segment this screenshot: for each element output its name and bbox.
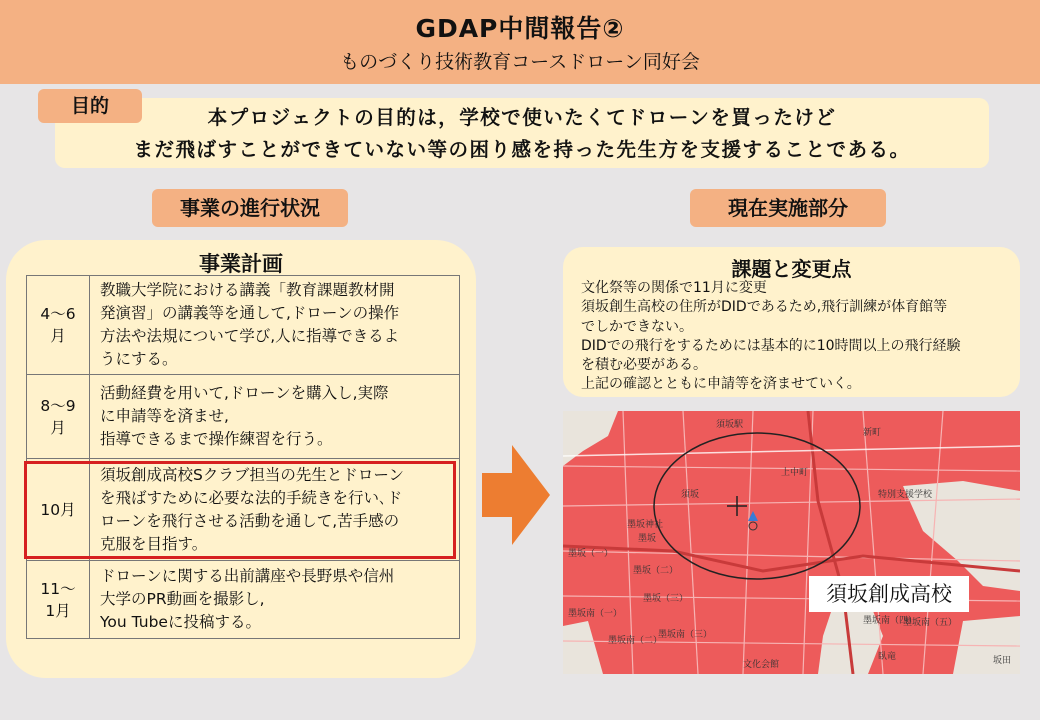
svg-text:臥竜: 臥竜 — [878, 652, 897, 662]
table-row — [27, 276, 460, 375]
plan-title: 事業計画 — [199, 252, 283, 276]
svg-text:特別支援学校: 特別支援学校 — [878, 490, 933, 500]
did-map — [563, 411, 1020, 674]
month-cell: 11～ 1月 — [27, 561, 90, 639]
issues-title: 課題と変更点 — [731, 257, 852, 281]
issue-line: DIDでの飛行をするためには基本的に10時間以上の飛行経験 — [581, 337, 961, 354]
page-title: GDAP中間報告② — [415, 14, 625, 43]
svg-text:墨坂南（四）: 墨坂南（四） — [863, 616, 918, 626]
svg-text:須坂駅: 須坂駅 — [716, 420, 744, 430]
content-cell: 須坂創成高校Sクラブ担当の先生とドローン を飛ばすために必要な法的手続きを行い､ド ローンを飛行させる活動を通して,苦手感の 克服を目指す。 — [90, 459, 460, 561]
svg-text:新町: 新町 — [863, 428, 882, 438]
issues-list — [581, 279, 1011, 395]
purpose-tag: 目的 — [38, 89, 142, 123]
svg-text:文化会館: 文化会館 — [743, 660, 780, 670]
svg-text:墨坂神社: 墨坂神社 — [627, 520, 664, 530]
month-cell: 4～6 月 — [27, 276, 90, 375]
school-label: 須坂創成高校 — [809, 576, 969, 612]
issues-panel — [563, 247, 1020, 397]
svg-text:墨坂（一）: 墨坂（一） — [568, 549, 614, 559]
content-cell: 活動経費を用いて,ドローンを購入し,実際 に申請等を済ませ, 指導できるまで操作練習を行う。 — [90, 375, 460, 459]
content-cell: ドローンに関する出前講座や長野県や信州 大学のPR動画を撮影し, You Tubeに投稿する。 — [90, 561, 460, 639]
svg-text:須坂: 須坂 — [681, 490, 700, 500]
table-row — [27, 561, 460, 639]
issue-line: 上記の確認とともに申請等を済ませていく。 — [581, 376, 861, 393]
table-row — [27, 375, 460, 459]
svg-text:墨坂（二）: 墨坂（二） — [633, 566, 679, 576]
svg-text:上中町: 上中町 — [781, 468, 809, 478]
current-phase-highlight — [24, 461, 456, 559]
content-cell: 教職大学院における講義「教育課題教材開 発演習」の講義等を通して,ドローンの操作 方法や法規について学び,人に指導できるよ うにする。 — [90, 276, 460, 375]
map-graphic — [563, 411, 1020, 674]
svg-text:墨坂南（三）: 墨坂南（三） — [658, 630, 713, 640]
issue-line: 文化祭等の関係で11月に変更 — [581, 280, 767, 296]
purpose-line-2: まだ飛ばすことができていない等の困り感を持った先生方を支援することである。 — [133, 138, 911, 161]
plan-panel — [6, 240, 476, 678]
page-subtitle: ものづくり技術教育コースドローン同好会 — [340, 51, 700, 73]
issue-line: 須坂創生高校の住所がDIDであるため,飛行訓練が体育館等 — [581, 299, 948, 316]
svg-text:墨坂: 墨坂 — [638, 534, 657, 544]
month-cell: 8～9 月 — [27, 375, 90, 459]
issue-line: でしかできない。 — [581, 318, 693, 335]
month-cell: 10月 — [27, 459, 90, 561]
svg-text:墨坂（三）: 墨坂（三） — [643, 594, 689, 604]
progress-tag: 事業の進行状況 — [152, 189, 348, 227]
current-tag: 現在実施部分 — [690, 189, 886, 227]
purpose-box — [55, 98, 989, 168]
issue-line: を積む必要がある。 — [581, 357, 707, 374]
plan-table — [26, 275, 460, 639]
header-bar — [0, 0, 1040, 84]
svg-text:墨坂南（一）: 墨坂南（一） — [568, 609, 623, 619]
right-arrow-icon — [482, 445, 550, 545]
svg-text:坂田: 坂田 — [993, 656, 1012, 666]
purpose-line-1: 本プロジェクトの目的は，学校で使いたくてドローンを買ったけど — [207, 106, 837, 129]
svg-text:墨坂南（五）: 墨坂南（五） — [903, 618, 958, 628]
svg-text:墨坂南（二）: 墨坂南（二） — [608, 636, 663, 646]
